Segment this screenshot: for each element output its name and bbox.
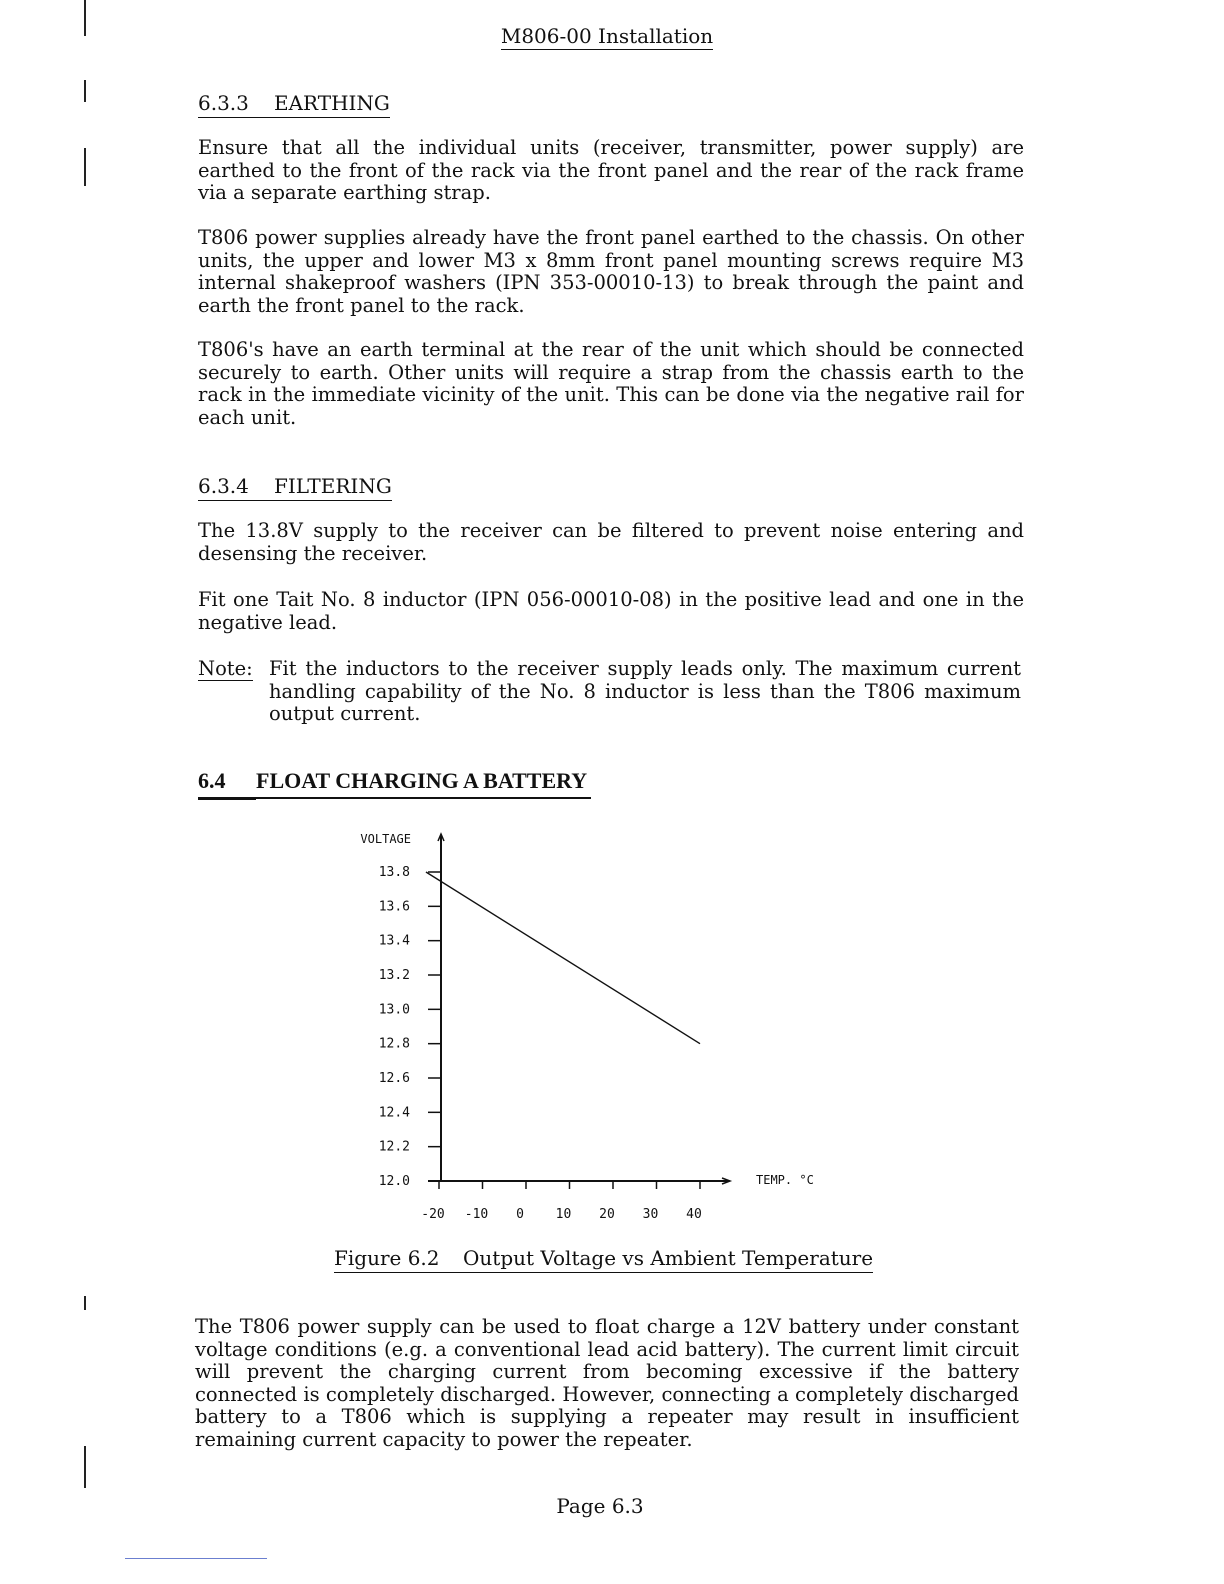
x-tick-label: 20 bbox=[599, 1207, 615, 1222]
figure-caption: Figure 6.2 Output Voltage vs Ambient Temperature bbox=[334, 1246, 873, 1273]
paragraph: T806 power supplies already have the front panel earthed to the chassis. On other units, the upper and lower M3 x 8mm front panel mounting screws require M3 internal shakeproof washers (IPN 353-00010-13) to break through the paint and earth the front panel to the rack. bbox=[198, 226, 1024, 317]
footnote-rule bbox=[125, 1558, 267, 1559]
note-label: Note: bbox=[198, 657, 253, 680]
paragraph: T806's have an earth terminal at the rear of the unit which should be connected securely to earth. Other units will require a strap from the chassis earth to the rack in the immediate vicinity of the unit. This can be done via the negative rail for each unit. bbox=[198, 338, 1024, 429]
x-tick-label: 40 bbox=[686, 1207, 702, 1222]
margin-bar bbox=[84, 1446, 86, 1488]
x-tick-label: 30 bbox=[642, 1207, 659, 1222]
paragraph: The T806 power supply can be used to float charge a 12V battery under constant voltage conditions (e.g. a conventional lead acid battery). The current limit circuit will prevent the charging current from becoming excessive if the battery connected is completely discharged. However, connecting a completely discharged battery to a T806 which is supplying a repeater may result in insufficient remaining current capacity to power the repeater. bbox=[195, 1315, 1019, 1451]
y-tick-label: 12.2 bbox=[378, 1139, 410, 1155]
y-tick-label: 13.4 bbox=[378, 933, 410, 949]
y-tick-label: 13.0 bbox=[378, 1002, 410, 1018]
section-heading-filtering: 6.3.4 FILTERING bbox=[198, 474, 392, 498]
y-tick-label: 13.8 bbox=[378, 865, 410, 880]
paragraph: Fit one Tait No. 8 inductor (IPN 056-00010-08) in the positive lead and one in the negative lead. bbox=[198, 588, 1024, 634]
x-tick-label: -10 bbox=[464, 1207, 489, 1222]
margin-bar bbox=[84, 1296, 86, 1310]
x-axis-label: TEMP. °C bbox=[756, 1173, 814, 1187]
running-header: M806-00 Installation bbox=[500, 24, 714, 48]
note-text: Fit the inductors to the receiver supply leads only. The maximum current handling capability of the No. 8 inductor is less than the T806 maximum output current. bbox=[269, 657, 1021, 725]
y-tick-label: 12.6 bbox=[378, 1071, 410, 1086]
x-tick-label: -20 bbox=[421, 1207, 445, 1222]
y-tick-label: 12.0 bbox=[378, 1174, 410, 1189]
x-tick-label: 0 bbox=[516, 1207, 524, 1222]
y-tick-label: 13.2 bbox=[378, 968, 410, 983]
paragraph: Ensure that all the individual units (receiver, transmitter, power supply) are earthed to the front of the rack via the front panel and the rear of the rack frame via a separate earthing strap. bbox=[198, 136, 1024, 204]
section-heading-float-charging: 6.4 FLOAT CHARGING A BATTERY bbox=[198, 768, 591, 800]
section-heading-earthing: 6.3.3 EARTHING bbox=[198, 91, 390, 115]
y-tick-label: 12.4 bbox=[378, 1105, 410, 1121]
x-tick-label: 10 bbox=[555, 1207, 572, 1222]
y-axis-label: VOLTAGE bbox=[360, 832, 411, 846]
series-line bbox=[426, 872, 700, 1044]
page-number: Page 6.3 bbox=[556, 1494, 644, 1518]
y-tick-label: 12.8 bbox=[378, 1036, 410, 1052]
y-tick-label: 13.6 bbox=[378, 899, 410, 915]
paragraph: The 13.8V supply to the receiver can be filtered to prevent noise entering and desensing the receiver. bbox=[198, 519, 1024, 565]
